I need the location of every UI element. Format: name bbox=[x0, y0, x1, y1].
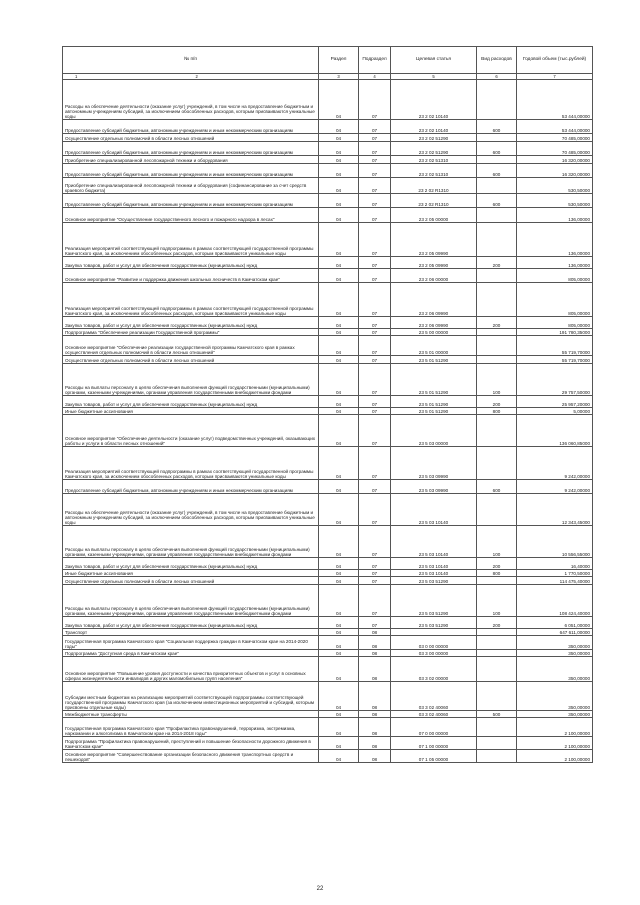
row-razdel-cell: 04 bbox=[319, 208, 359, 223]
table-row bbox=[63, 526, 593, 558]
row-podrazdel-cell: 07 bbox=[359, 164, 391, 178]
row-vid-rashodov-cell bbox=[477, 178, 517, 194]
row-razdel-cell: 04 bbox=[319, 194, 359, 208]
row-podrazdel-cell: 07 bbox=[359, 558, 391, 570]
row-name-cell: Приобретение специализированной лесопожарной техники и оборудования (софинансирование за счет средств краевого бюджета) bbox=[63, 178, 319, 194]
row-name-cell: Предоставление субсидий бюджетным, автономным учреждениям и иным некоммерческим организациям bbox=[63, 142, 319, 156]
row-celevaya-statya-cell: 23 5 01 51290 bbox=[391, 356, 477, 364]
row-podrazdel-cell: 07 bbox=[359, 156, 391, 164]
row-vid-rashodov-cell bbox=[477, 737, 517, 750]
row-razdel-cell: 04 bbox=[319, 617, 359, 629]
row-sum-cell: 9 242,00000 bbox=[517, 447, 593, 480]
table-row bbox=[63, 156, 593, 164]
row-podrazdel-cell: 07 bbox=[359, 208, 391, 223]
row-podrazdel-cell: 08 bbox=[359, 711, 391, 718]
row-vid-rashodov-cell bbox=[477, 208, 517, 223]
table-row bbox=[63, 178, 593, 194]
row-sum-cell: 55 719,70000 bbox=[517, 336, 593, 356]
table-row bbox=[63, 194, 593, 208]
row-vid-rashodov-cell: 600 bbox=[477, 142, 517, 156]
row-celevaya-statya-cell: 23 2 02 51310 bbox=[391, 164, 477, 178]
row-razdel-cell: 04 bbox=[319, 80, 359, 120]
row-celevaya-statya-cell: 23 5 03 51290 bbox=[391, 577, 477, 585]
row-razdel-cell: 04 bbox=[319, 364, 359, 396]
row-celevaya-statya-cell: 07 1 00 00000 bbox=[391, 737, 477, 750]
table-row bbox=[63, 650, 593, 657]
row-celevaya-statya-cell: 03 3 02 40060 bbox=[391, 711, 477, 718]
row-name-cell: Иные бюджетные ассигнования bbox=[63, 408, 319, 415]
row-name-cell: Государственная программа Камчатского края "Профилактика правонарушений, терроризма, экстремизма, наркомании и алкоголизма в Камчатском крае на 2014-2018 годы" bbox=[63, 718, 319, 737]
row-vid-rashodov-cell bbox=[477, 718, 517, 737]
table-row bbox=[63, 447, 593, 480]
row-sum-cell: 136,00000 bbox=[517, 257, 593, 269]
row-vid-rashodov-cell: 200 bbox=[477, 257, 517, 269]
row-razdel-cell: 04 bbox=[319, 650, 359, 657]
row-sum-cell: 55 719,70000 bbox=[517, 356, 593, 364]
row-celevaya-statya-cell: 03 3 02 40060 bbox=[391, 682, 477, 711]
row-razdel-cell: 04 bbox=[319, 396, 359, 408]
row-sum-cell: 647 611,00000 bbox=[517, 629, 593, 636]
row-celevaya-statya-cell: 23 5 01 51290 bbox=[391, 408, 477, 415]
row-name-cell: Предоставление субсидий бюджетным, автономным учреждениям и иным некоммерческим организациям bbox=[63, 194, 319, 208]
table-row bbox=[63, 364, 593, 396]
table-row bbox=[63, 283, 593, 317]
row-name-cell: Осуществление отдельных полномочий в области лесных отношений bbox=[63, 577, 319, 585]
table-row bbox=[63, 585, 593, 617]
row-podrazdel-cell: 07 bbox=[359, 317, 391, 329]
row-sum-cell: 350,00000 bbox=[517, 636, 593, 650]
row-sum-cell: 53 444,00000 bbox=[517, 120, 593, 134]
row-sum-cell: 5,00000 bbox=[517, 408, 593, 415]
row-sum-cell: 350,00000 bbox=[517, 682, 593, 711]
row-podrazdel-cell: 07 bbox=[359, 257, 391, 269]
row-vid-rashodov-cell bbox=[477, 80, 517, 120]
row-vid-rashodov-cell bbox=[477, 329, 517, 336]
row-sum-cell: 136,00000 bbox=[517, 208, 593, 223]
row-name-cell: Подпрограмма "Доступная среда в Камчатском крае" bbox=[63, 650, 319, 657]
table-row bbox=[63, 682, 593, 711]
row-vid-rashodov-cell: 100 bbox=[477, 585, 517, 617]
row-podrazdel-cell: 07 bbox=[359, 364, 391, 396]
table-row bbox=[63, 617, 593, 629]
row-celevaya-statya-cell: 23 2 05 09990 bbox=[391, 223, 477, 257]
row-name-cell: Государственная программа Камчатского края "Социальная поддержка граждан в Камчатском крае на 2014-2020 годы" bbox=[63, 636, 319, 650]
row-celevaya-statya-cell: 23 5 03 09990 bbox=[391, 480, 477, 494]
row-razdel-cell: 04 bbox=[319, 317, 359, 329]
row-razdel-cell: 04 bbox=[319, 156, 359, 164]
row-sum-cell: 114 475,40000 bbox=[517, 577, 593, 585]
row-celevaya-statya-cell: 23 5 03 10140 bbox=[391, 494, 477, 526]
row-sum-cell: 805,00000 bbox=[517, 269, 593, 283]
row-sum-cell: 108 424,40000 bbox=[517, 585, 593, 617]
row-sum-cell: 16,40000 bbox=[517, 558, 593, 570]
row-vid-rashodov-cell: 600 bbox=[477, 120, 517, 134]
row-sum-cell: 530,50000 bbox=[517, 178, 593, 194]
page-number: 22 bbox=[316, 886, 324, 892]
index-label: 2 bbox=[195, 74, 198, 79]
row-vid-rashodov-cell: 600 bbox=[477, 480, 517, 494]
row-celevaya-statya-cell: 23 2 06 00000 bbox=[391, 269, 477, 283]
row-name-cell: Подпрограмма "Профилактика правонарушений, преступлений и повышение безопасности дорожного движения в Камчатском крае" bbox=[63, 737, 319, 750]
table-row bbox=[63, 480, 593, 494]
row-sum-cell: 805,00000 bbox=[517, 283, 593, 317]
row-podrazdel-cell: 07 bbox=[359, 178, 391, 194]
row-podrazdel-cell: 07 bbox=[359, 415, 391, 447]
row-razdel-cell: 04 bbox=[319, 336, 359, 356]
row-celevaya-statya-cell: 23 5 01 51290 bbox=[391, 396, 477, 408]
row-razdel-cell: 04 bbox=[319, 737, 359, 750]
row-sum-cell: 350,00000 bbox=[517, 711, 593, 718]
row-podrazdel-cell: 07 bbox=[359, 283, 391, 317]
budget-table bbox=[62, 46, 593, 763]
row-podrazdel-cell: 07 bbox=[359, 194, 391, 208]
row-celevaya-statya-cell: 23 2 02 10140 bbox=[391, 80, 477, 120]
row-name-cell: Расходы на выплаты персоналу в целях обеспечения выполнения функций государственными (муниципальными) органами, казенными учреждениями, органами управления государственными внебюджетными фондами bbox=[63, 585, 319, 617]
row-sum-cell: 2 100,00000 bbox=[517, 737, 593, 750]
row-name-cell: Предоставление субсидий бюджетным, автономным учреждениям и иным некоммерческим организациям bbox=[63, 480, 319, 494]
row-razdel-cell: 04 bbox=[319, 526, 359, 558]
row-podrazdel-cell: 07 bbox=[359, 447, 391, 480]
row-name-cell: Расходы на обеспечение деятельности (оказание услуг) учреждений, в том числе на предоставление бюджетным и автономным учреждениям субсидий, за исключением обособленных расходов, которым присваиваются уникальные коды bbox=[63, 494, 319, 526]
row-podrazdel-cell: 07 bbox=[359, 396, 391, 408]
row-podrazdel-cell: 08 bbox=[359, 737, 391, 750]
row-name-cell: Закупка товаров, работ и услуг для обеспечения государственных (муниципальных) нужд bbox=[63, 558, 319, 570]
row-name-cell: Основное мероприятие "Обеспечение реализации государственной программы Камчатского края в рамках осуществления отдельных полномочий в области лесных отношений" bbox=[63, 336, 319, 356]
row-razdel-cell: 04 bbox=[319, 283, 359, 317]
table-row bbox=[63, 629, 593, 636]
header-celevaya-statya: Целевая статья bbox=[391, 47, 477, 74]
table-row bbox=[63, 570, 593, 577]
row-razdel-cell: 04 bbox=[319, 356, 359, 364]
row-celevaya-statya-cell: 03 0 00 00000 bbox=[391, 636, 477, 650]
row-razdel-cell: 04 bbox=[319, 585, 359, 617]
header-name: № п/п bbox=[63, 47, 319, 74]
table-row bbox=[63, 657, 593, 682]
row-name-cell: Реализация мероприятий соответствующей подпрограммы в рамках соответствующей государственной программы Камчатского края, за исключением обособленных расходов, которым присваиваются уникальные коды bbox=[63, 447, 319, 480]
row-razdel-cell: 04 bbox=[319, 257, 359, 269]
row-podrazdel-cell: 07 bbox=[359, 408, 391, 415]
row-sum-cell: 6 051,00000 bbox=[517, 617, 593, 629]
row-sum-cell: 29 757,50000 bbox=[517, 364, 593, 396]
row-name-cell: Расходы на обеспечение деятельности (оказание услуг) учреждений, в том числе на предоставление бюджетным и автономным учреждениям субсидий, за исключением обособленных расходов, которым присваиваются уникальные коды bbox=[63, 80, 319, 120]
row-celevaya-statya-cell: 23 5 01 51290 bbox=[391, 364, 477, 396]
row-name-cell: Предоставление субсидий бюджетным, автономным учреждениям и иным некоммерческим организациям bbox=[63, 164, 319, 178]
row-podrazdel-cell: 07 bbox=[359, 617, 391, 629]
row-razdel-cell: 04 bbox=[319, 711, 359, 718]
row-podrazdel-cell: 07 bbox=[359, 329, 391, 336]
row-sum-cell: 2 100,00000 bbox=[517, 718, 593, 737]
row-celevaya-statya-cell: 23 2 02 51290 bbox=[391, 142, 477, 156]
row-podrazdel-cell: 07 bbox=[359, 526, 391, 558]
row-celevaya-statya-cell: 23 2 06 09990 bbox=[391, 283, 477, 317]
row-podrazdel-cell: 07 bbox=[359, 269, 391, 283]
table-row bbox=[63, 737, 593, 750]
row-sum-cell: 136,00000 bbox=[517, 223, 593, 257]
row-sum-cell: 12 343,45000 bbox=[517, 494, 593, 526]
row-razdel-cell: 04 bbox=[319, 269, 359, 283]
row-razdel-cell: 04 bbox=[319, 223, 359, 257]
row-podrazdel-cell: 08 bbox=[359, 682, 391, 711]
row-podrazdel-cell: 08 bbox=[359, 650, 391, 657]
row-podrazdel-cell: 07 bbox=[359, 480, 391, 494]
row-celevaya-statya-cell: 07 0 00 00000 bbox=[391, 718, 477, 737]
index-cell: 4 bbox=[359, 74, 391, 80]
row-name-cell: Транспорт bbox=[63, 629, 319, 636]
row-vid-rashodov-cell bbox=[477, 657, 517, 682]
row-razdel-cell: 04 bbox=[319, 134, 359, 142]
row-vid-rashodov-cell: 200 bbox=[477, 396, 517, 408]
row-name-cell: Расходы на выплаты персоналу в целях обеспечения выполнения функций государственными (муниципальными) органами, казенными учреждениями, органами управления государственными внебюджетными фондами bbox=[63, 364, 319, 396]
row-name-cell: Реализация мероприятий соответствующей подпрограммы в рамках соответствующей государственной программы Камчатского края, за исключением обособленных расходов, которым присваиваются уникальные коды bbox=[63, 223, 319, 257]
row-razdel-cell: 04 bbox=[319, 657, 359, 682]
row-sum-cell: 2 100,00000 bbox=[517, 750, 593, 763]
row-sum-cell: 805,00000 bbox=[517, 317, 593, 329]
row-vid-rashodov-cell bbox=[477, 577, 517, 585]
row-vid-rashodov-cell bbox=[477, 682, 517, 711]
row-celevaya-statya-cell: 23 2 06 09990 bbox=[391, 317, 477, 329]
row-vid-rashodov-cell bbox=[477, 336, 517, 356]
row-sum-cell: 530,50000 bbox=[517, 194, 593, 208]
row-vid-rashodov-cell: 100 bbox=[477, 526, 517, 558]
row-celevaya-statya-cell: 23 2 02 51290 bbox=[391, 134, 477, 142]
row-name-cell: Подпрограмма "Обеспечение реализации Государственной программы" bbox=[63, 329, 319, 336]
row-sum-cell: 350,00000 bbox=[517, 657, 593, 682]
row-razdel-cell: 04 bbox=[319, 447, 359, 480]
table-row bbox=[63, 356, 593, 364]
row-sum-cell: 25 957,20000 bbox=[517, 396, 593, 408]
table-row bbox=[63, 317, 593, 329]
index-cell: 7 bbox=[517, 74, 593, 80]
row-podrazdel-cell: 07 bbox=[359, 570, 391, 577]
row-name-cell: Осуществление отдельных полномочий в области лесных отношений bbox=[63, 134, 319, 142]
row-celevaya-statya-cell: 23 5 03 10140 bbox=[391, 526, 477, 558]
header-godovoy-obem: Годовой объем (тыс.рублей) bbox=[517, 47, 593, 74]
row-name-cell: Предоставление субсидий бюджетным, автономным учреждениям и иным некоммерческим организациям bbox=[63, 120, 319, 134]
row-sum-cell: 136 060,85000 bbox=[517, 415, 593, 447]
row-podrazdel-cell: 07 bbox=[359, 585, 391, 617]
table-row bbox=[63, 711, 593, 718]
row-razdel-cell: 04 bbox=[319, 682, 359, 711]
row-podrazdel-cell: 07 bbox=[359, 336, 391, 356]
row-vid-rashodov-cell: 200 bbox=[477, 558, 517, 570]
row-razdel-cell: 04 bbox=[319, 718, 359, 737]
row-podrazdel-cell: 07 bbox=[359, 120, 391, 134]
row-podrazdel-cell: 08 bbox=[359, 629, 391, 636]
table-row bbox=[63, 208, 593, 223]
row-celevaya-statya-cell: 23 5 03 00000 bbox=[391, 415, 477, 447]
row-name-cell: Основное мероприятие "Повышение уровня доступности и качества приоритетных объектов и услуг в основных сферах жизнедеятельности инвалидов и других маломобильных групп населения" bbox=[63, 657, 319, 682]
row-podrazdel-cell: 07 bbox=[359, 134, 391, 142]
row-razdel-cell: 04 bbox=[319, 178, 359, 194]
row-celevaya-statya-cell bbox=[391, 629, 477, 636]
row-razdel-cell: 04 bbox=[319, 415, 359, 447]
row-razdel-cell: 04 bbox=[319, 577, 359, 585]
row-vid-rashodov-cell bbox=[477, 134, 517, 142]
row-sum-cell: 16 320,00000 bbox=[517, 164, 593, 178]
row-sum-cell: 16 320,00000 bbox=[517, 156, 593, 164]
table-row bbox=[63, 336, 593, 356]
table-row bbox=[63, 494, 593, 526]
budget-table-page bbox=[62, 46, 592, 763]
table-row bbox=[63, 718, 593, 737]
row-vid-rashodov-cell: 600 bbox=[477, 164, 517, 178]
row-razdel-cell: 04 bbox=[319, 750, 359, 763]
row-name-cell: Приобретение специализированной лесопожарной техники и оборудования bbox=[63, 156, 319, 164]
row-celevaya-statya-cell: 23 5 00 00000 bbox=[391, 329, 477, 336]
row-razdel-cell: 04 bbox=[319, 494, 359, 526]
row-name-cell: Основное мероприятие "Совершенствование организации безопасного движения транспортных средств и пешеходов" bbox=[63, 750, 319, 763]
index-cell: 5 bbox=[391, 74, 477, 80]
row-podrazdel-cell: 07 bbox=[359, 577, 391, 585]
row-podrazdel-cell: 07 bbox=[359, 356, 391, 364]
row-name-cell: Субсидии местным бюджетам на реализацию мероприятий соответствующей подпрограммы соответствующей государственной программы Камчатского края (за исключением инвестиционных мероприятий и субсидий, которым присвоены отдельные коды) bbox=[63, 682, 319, 711]
row-name-cell: Закупка товаров, работ и услуг для обеспечения государственных (муниципальных) нужд bbox=[63, 396, 319, 408]
row-vid-rashodov-cell bbox=[477, 223, 517, 257]
row-celevaya-statya-cell: 23 5 03 51290 bbox=[391, 585, 477, 617]
index-label: 1 bbox=[75, 74, 78, 79]
row-celevaya-statya-cell: 23 5 03 09990 bbox=[391, 447, 477, 480]
row-celevaya-statya-cell: 07 1 05 00000 bbox=[391, 750, 477, 763]
table-row bbox=[63, 80, 593, 120]
table-header-row bbox=[63, 47, 593, 74]
row-podrazdel-cell: 07 bbox=[359, 142, 391, 156]
row-celevaya-statya-cell: 23 2 02 51310 bbox=[391, 156, 477, 164]
row-vid-rashodov-cell bbox=[477, 494, 517, 526]
row-celevaya-statya-cell: 23 2 02 R1310 bbox=[391, 194, 477, 208]
row-sum-cell: 1 770,50000 bbox=[517, 570, 593, 577]
table-row bbox=[63, 750, 593, 763]
row-vid-rashodov-cell bbox=[477, 156, 517, 164]
table-row bbox=[63, 577, 593, 585]
row-celevaya-statya-cell: 23 2 02 R1310 bbox=[391, 178, 477, 194]
table-row bbox=[63, 415, 593, 447]
row-sum-cell: 9 242,00000 bbox=[517, 480, 593, 494]
row-name-cell: Закупка товаров, работ и услуг для обеспечения государственных (муниципальных) нужд bbox=[63, 317, 319, 329]
row-razdel-cell: 04 bbox=[319, 570, 359, 577]
index-cell: 6 bbox=[477, 74, 517, 80]
row-razdel-cell: 04 bbox=[319, 329, 359, 336]
row-podrazdel-cell: 08 bbox=[359, 657, 391, 682]
row-name-cell: Закупка товаров, работ и услуг для обеспечения государственных (муниципальных) нужд bbox=[63, 257, 319, 269]
row-vid-rashodov-cell: 100 bbox=[477, 364, 517, 396]
row-celevaya-statya-cell: 23 5 01 00000 bbox=[391, 336, 477, 356]
row-celevaya-statya-cell: 03 3 02 00000 bbox=[391, 657, 477, 682]
row-celevaya-statya-cell: 03 3 00 00000 bbox=[391, 650, 477, 657]
row-celevaya-statya-cell: 23 5 03 10140 bbox=[391, 558, 477, 570]
table-row bbox=[63, 257, 593, 269]
header-razdel: Раздел bbox=[319, 47, 359, 74]
row-name-cell: Закупка товаров, работ и услуг для обеспечения государственных (муниципальных) нужд bbox=[63, 617, 319, 629]
table-row bbox=[63, 329, 593, 336]
row-podrazdel-cell: 07 bbox=[359, 494, 391, 526]
row-vid-rashodov-cell bbox=[477, 415, 517, 447]
row-podrazdel-cell: 08 bbox=[359, 718, 391, 737]
row-sum-cell: 350,00000 bbox=[517, 650, 593, 657]
row-razdel-cell: 04 bbox=[319, 629, 359, 636]
row-vid-rashodov-cell: 800 bbox=[477, 408, 517, 415]
row-vid-rashodov-cell: 800 bbox=[477, 570, 517, 577]
row-sum-cell: 10 556,55000 bbox=[517, 526, 593, 558]
row-vid-rashodov-cell: 200 bbox=[477, 317, 517, 329]
row-name-cell: Межбюджетные трансферты bbox=[63, 711, 319, 718]
table-row bbox=[63, 120, 593, 134]
table-row bbox=[63, 408, 593, 415]
row-razdel-cell: 04 bbox=[319, 164, 359, 178]
row-sum-cell: 70 485,00000 bbox=[517, 134, 593, 142]
row-razdel-cell: 04 bbox=[319, 408, 359, 415]
row-celevaya-statya-cell: 23 2 05 00000 bbox=[391, 208, 477, 223]
row-sum-cell: 70 485,00000 bbox=[517, 142, 593, 156]
row-razdel-cell: 04 bbox=[319, 558, 359, 570]
row-razdel-cell: 04 bbox=[319, 636, 359, 650]
table-row bbox=[63, 636, 593, 650]
row-vid-rashodov-cell: 500 bbox=[477, 711, 517, 718]
row-sum-cell: 191 780,35000 bbox=[517, 329, 593, 336]
row-vid-rashodov-cell bbox=[477, 356, 517, 364]
row-name-cell: Реализация мероприятий соответствующей подпрограммы в рамках соответствующей государственной программы Камчатского края, за исключением обособленных расходов, которым присваиваются уникальные коды bbox=[63, 283, 319, 317]
row-podrazdel-cell: 07 bbox=[359, 223, 391, 257]
row-vid-rashodov-cell bbox=[477, 269, 517, 283]
row-name-cell: Осуществление отдельных полномочий в области лесных отношений bbox=[63, 356, 319, 364]
row-name-cell: Основное мероприятие "Обеспечение деятельности (оказание услуг) подведомственных учреждений, оказывающих работы и услуги в области лесных отношений" bbox=[63, 415, 319, 447]
table-row bbox=[63, 396, 593, 408]
row-vid-rashodov-cell: 200 bbox=[477, 617, 517, 629]
row-vid-rashodov-cell bbox=[477, 750, 517, 763]
row-vid-rashodov-cell bbox=[477, 650, 517, 657]
row-name-cell: Иные бюджетные ассигнования bbox=[63, 570, 319, 577]
row-vid-rashodov-cell bbox=[477, 636, 517, 650]
row-vid-rashodov-cell: 600 bbox=[477, 194, 517, 208]
index-cell: 3 bbox=[319, 74, 359, 80]
row-sum-cell: 53 444,00000 bbox=[517, 80, 593, 120]
row-razdel-cell: 04 bbox=[319, 120, 359, 134]
row-vid-rashodov-cell bbox=[477, 283, 517, 317]
table-row bbox=[63, 142, 593, 156]
table-row bbox=[63, 134, 593, 142]
row-celevaya-statya-cell: 23 5 03 10140 bbox=[391, 570, 477, 577]
row-vid-rashodov-cell bbox=[477, 629, 517, 636]
row-celevaya-statya-cell: 23 5 03 51290 bbox=[391, 617, 477, 629]
table-row bbox=[63, 164, 593, 178]
table-row bbox=[63, 558, 593, 570]
row-name-cell: Основное мероприятие "Осуществление государственного лесного и пожарного надзора в лесах" bbox=[63, 208, 319, 223]
row-podrazdel-cell: 07 bbox=[359, 80, 391, 120]
table-row bbox=[63, 269, 593, 283]
row-name-cell: Расходы на выплаты персоналу в целях обеспечения выполнения функций государственными (муниципальными) органами, казенными учреждениями, органами управления государственными внебюджетными фондами bbox=[63, 526, 319, 558]
header-podrazdel: Подраздел bbox=[359, 47, 391, 74]
table-row bbox=[63, 223, 593, 257]
row-vid-rashodov-cell bbox=[477, 447, 517, 480]
row-razdel-cell: 04 bbox=[319, 480, 359, 494]
row-celevaya-statya-cell: 23 2 05 09990 bbox=[391, 257, 477, 269]
row-razdel-cell: 04 bbox=[319, 142, 359, 156]
row-name-cell: Основное мероприятие "Развитие и поддержка движения школьных лесничеств в Камчатском крае" bbox=[63, 269, 319, 283]
row-celevaya-statya-cell: 23 2 02 10140 bbox=[391, 120, 477, 134]
row-podrazdel-cell: 08 bbox=[359, 750, 391, 763]
row-podrazdel-cell: 08 bbox=[359, 636, 391, 650]
header-vid-rashodov: Вид расходов bbox=[477, 47, 517, 74]
